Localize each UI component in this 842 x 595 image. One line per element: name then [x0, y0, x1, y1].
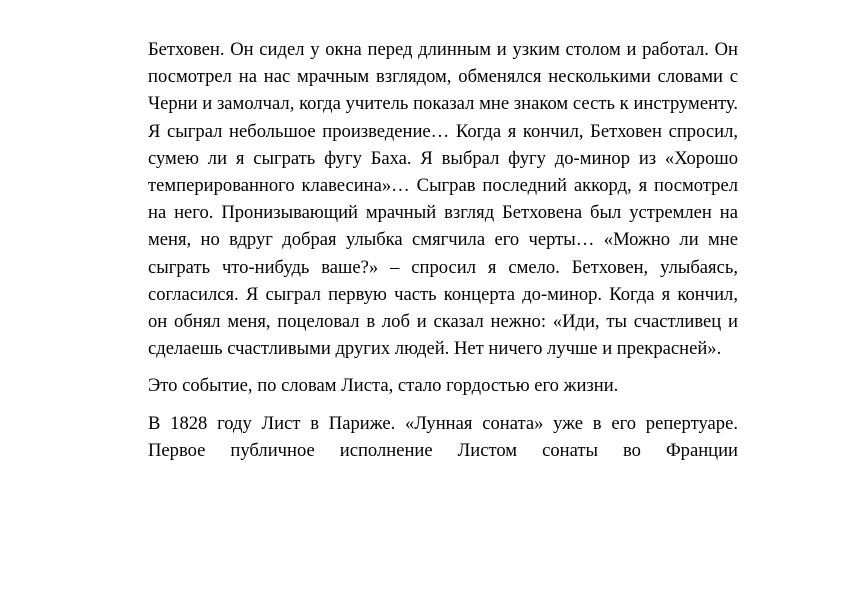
paragraph-paris: В 1828 году Лист в Париже. «Лунная соната» уже в его репертуаре. Первое публичное исполнение Листом сонаты во Франции — [148, 412, 738, 461]
paragraph-beethoven-meeting: Бетховен. Он сидел у окна перед длинным и узким столом и работал. Он посмотрел на нас мрачным взглядом, обменялся несколькими словами с Черни и замолчал, когда учитель показал мне знаком сесть к инструменту. Я сыграл небольшое произведение… Когда я кончил, Бетховен спросил, сумею ли я сыграть фугу Баха. Я выбрал фугу до-минор из «Хорошо темперированного клавесина»… Сыграв последний аккорд, я посмотрел на него. Пронизывающий мрачный взгляд Бетховена был устремлен на меня, но вдруг добрая улыбка смягчила его черты… «Можно ли мне сыграть что-нибудь ваше?» – спросил я смело. Бетховен, улыбаясь, согласился. Я сыграл первую часть концерта до-минор. Когда я кончил, он обнял меня, поцеловал в лоб и сказал нежно: «Иди, ты счастливец и сделаешь счастливыми других людей. Нет ничего лучше и прекрасней». — [148, 39, 738, 360]
document-page — [148, 36, 738, 464]
paragraph-pride: Это событие, по словам Листа, стало гордостью его жизни. — [148, 375, 619, 397]
